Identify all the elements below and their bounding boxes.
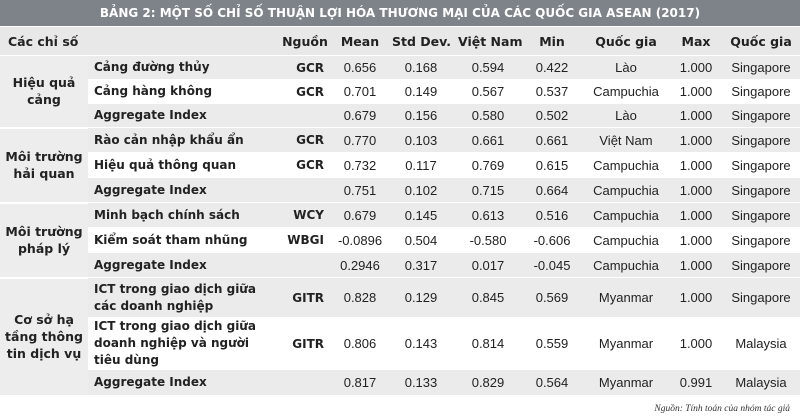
max-cell: 0.991 xyxy=(670,370,722,396)
std-cell: 0.168 xyxy=(388,56,454,80)
vn-cell: 0.567 xyxy=(454,80,522,104)
std-cell: 0.145 xyxy=(388,203,454,228)
max-cell: 1.000 xyxy=(670,318,722,370)
header-row xyxy=(0,27,800,56)
max-cell: 1.000 xyxy=(670,80,722,104)
indicator-cell: ICT trong giao dịch giữa doanh nghiệp và người tiêu dùng xyxy=(88,318,278,370)
max-country-cell: Singapore xyxy=(722,253,800,278)
min-country-cell: Myanmar xyxy=(582,370,670,396)
max-country-cell: Singapore xyxy=(722,56,800,80)
indicator-cell: Rào cản nhập khẩu ẩn xyxy=(88,128,278,153)
std-cell: 0.102 xyxy=(388,178,454,203)
min-country-cell: Myanmar xyxy=(582,278,670,318)
min-country-cell: Campuchia xyxy=(582,253,670,278)
data-table xyxy=(0,27,800,397)
max-country-cell: Singapore xyxy=(722,80,800,104)
min-country-cell: Campuchia xyxy=(582,153,670,178)
min-cell: 0.559 xyxy=(522,318,582,370)
table-row xyxy=(0,318,800,370)
source-cell: GCR xyxy=(278,56,332,80)
category-cell: Môi trường hải quan xyxy=(0,128,88,203)
mean-cell: 0.656 xyxy=(332,56,388,80)
vn-cell: 0.845 xyxy=(454,278,522,318)
category-cell: Cơ sở hạ tầng thông tin dịch vụ xyxy=(0,278,88,396)
source-cell: GITR xyxy=(278,278,332,318)
mean-cell: 0.806 xyxy=(332,318,388,370)
max-country-cell: Singapore xyxy=(722,203,800,228)
indicator-cell: Aggregate Index xyxy=(88,178,278,203)
max-cell: 1.000 xyxy=(670,56,722,80)
min-cell: 0.564 xyxy=(522,370,582,396)
min-country-cell: Campuchia xyxy=(582,228,670,253)
indicator-cell: Aggregate Index xyxy=(88,253,278,278)
indicator-cell: Aggregate Index xyxy=(88,104,278,128)
min-cell: 0.569 xyxy=(522,278,582,318)
max-cell: 1.000 xyxy=(670,203,722,228)
header-cell: Mean xyxy=(332,27,388,56)
source-cell: GCR xyxy=(278,153,332,178)
mean-cell: 0.679 xyxy=(332,203,388,228)
min-cell: -0.045 xyxy=(522,253,582,278)
mean-cell: 0.828 xyxy=(332,278,388,318)
min-cell: 0.516 xyxy=(522,203,582,228)
category-cell: Hiệu quả cảng xyxy=(0,56,88,128)
min-country-cell: Campuchia xyxy=(582,80,670,104)
std-cell: 0.504 xyxy=(388,228,454,253)
max-country-cell: Singapore xyxy=(722,228,800,253)
source-note: Nguồn: Tính toán của nhóm tác giả xyxy=(654,404,790,414)
mean-cell: 0.751 xyxy=(332,178,388,203)
vn-cell: 0.829 xyxy=(454,370,522,396)
max-country-cell: Singapore xyxy=(722,128,800,153)
std-cell: 0.117 xyxy=(388,153,454,178)
std-cell: 0.156 xyxy=(388,104,454,128)
table-row xyxy=(0,370,800,396)
table-row xyxy=(0,228,800,253)
mean-cell: 0.701 xyxy=(332,80,388,104)
header-cell: Nguồn xyxy=(278,27,332,56)
source-cell xyxy=(278,253,332,278)
table-row xyxy=(0,178,800,203)
table-title: BẢNG 2: MỘT SỐ CHỈ SỐ THUẬN LỢI HÓA THƯƠNG MẠI CỦA CÁC QUỐC GIA ASEAN (2017) xyxy=(0,0,800,26)
vn-cell: 0.661 xyxy=(454,128,522,153)
mean-cell: -0.0896 xyxy=(332,228,388,253)
table-body xyxy=(0,56,800,396)
indicator-cell: Hiệu quả thông quan xyxy=(88,153,278,178)
source-cell xyxy=(278,370,332,396)
max-country-cell: Singapore xyxy=(722,104,800,128)
max-country-cell: Singapore xyxy=(722,153,800,178)
table-row xyxy=(0,278,800,318)
header-cell xyxy=(88,27,278,56)
header-cell: Các chỉ số xyxy=(0,27,88,56)
max-cell: 1.000 xyxy=(670,278,722,318)
header-cell: Quốc gia xyxy=(582,27,670,56)
vn-cell: -0.580 xyxy=(454,228,522,253)
max-country-cell: Singapore xyxy=(722,278,800,318)
mean-cell: 0.770 xyxy=(332,128,388,153)
source-cell xyxy=(278,178,332,203)
mean-cell: 0.732 xyxy=(332,153,388,178)
header-cell: Quốc gia xyxy=(722,27,800,56)
table-row xyxy=(0,153,800,178)
table-row xyxy=(0,104,800,128)
max-cell: 1.000 xyxy=(670,178,722,203)
min-country-cell: Lào xyxy=(582,104,670,128)
source-cell: WCY xyxy=(278,203,332,228)
indicator-cell: Cảng hàng không xyxy=(88,80,278,104)
std-cell: 0.133 xyxy=(388,370,454,396)
source-cell xyxy=(278,104,332,128)
max-country-cell: Singapore xyxy=(722,178,800,203)
source-cell: WBGI xyxy=(278,228,332,253)
vn-cell: 0.613 xyxy=(454,203,522,228)
min-cell: 0.661 xyxy=(522,128,582,153)
max-cell: 1.000 xyxy=(670,228,722,253)
std-cell: 0.103 xyxy=(388,128,454,153)
source-cell: GCR xyxy=(278,80,332,104)
source-cell: GITR xyxy=(278,318,332,370)
table-row xyxy=(0,253,800,278)
min-country-cell: Campuchia xyxy=(582,203,670,228)
indicator-cell: Cảng đường thủy xyxy=(88,56,278,80)
min-country-cell: Lào xyxy=(582,56,670,80)
indicator-cell: Minh bạch chính sách xyxy=(88,203,278,228)
header-cell: Việt Nam xyxy=(454,27,522,56)
min-cell: 0.422 xyxy=(522,56,582,80)
indicator-cell: Kiểm soát tham nhũng xyxy=(88,228,278,253)
max-cell: 1.000 xyxy=(670,253,722,278)
mean-cell: 0.2946 xyxy=(332,253,388,278)
max-country-cell: Malaysia xyxy=(722,318,800,370)
table-row xyxy=(0,56,800,80)
std-cell: 0.143 xyxy=(388,318,454,370)
max-cell: 1.000 xyxy=(670,153,722,178)
min-cell: 0.664 xyxy=(522,178,582,203)
min-cell: 0.615 xyxy=(522,153,582,178)
max-cell: 1.000 xyxy=(670,128,722,153)
vn-cell: 0.715 xyxy=(454,178,522,203)
std-cell: 0.149 xyxy=(388,80,454,104)
min-cell: 0.537 xyxy=(522,80,582,104)
table-row xyxy=(0,128,800,153)
mean-cell: 0.817 xyxy=(332,370,388,396)
table-row xyxy=(0,203,800,228)
indicator-cell: Aggregate Index xyxy=(88,370,278,396)
header-cell: Max xyxy=(670,27,722,56)
header-cell: Std Dev. xyxy=(388,27,454,56)
max-cell: 1.000 xyxy=(670,104,722,128)
min-cell: 0.502 xyxy=(522,104,582,128)
min-country-cell: Campuchia xyxy=(582,178,670,203)
min-country-cell: Việt Nam xyxy=(582,128,670,153)
source-cell: GCR xyxy=(278,128,332,153)
vn-cell: 0.769 xyxy=(454,153,522,178)
max-country-cell: Malaysia xyxy=(722,370,800,396)
std-cell: 0.129 xyxy=(388,278,454,318)
vn-cell: 0.594 xyxy=(454,56,522,80)
vn-cell: 0.017 xyxy=(454,253,522,278)
vn-cell: 0.814 xyxy=(454,318,522,370)
min-cell: -0.606 xyxy=(522,228,582,253)
std-cell: 0.317 xyxy=(388,253,454,278)
table-row xyxy=(0,80,800,104)
min-country-cell: Myanmar xyxy=(582,318,670,370)
mean-cell: 0.679 xyxy=(332,104,388,128)
vn-cell: 0.580 xyxy=(454,104,522,128)
indicator-cell: ICT trong giao dịch giữa các doanh nghiệp xyxy=(88,278,278,318)
header-cell: Min xyxy=(522,27,582,56)
category-cell: Môi trường pháp lý xyxy=(0,203,88,278)
